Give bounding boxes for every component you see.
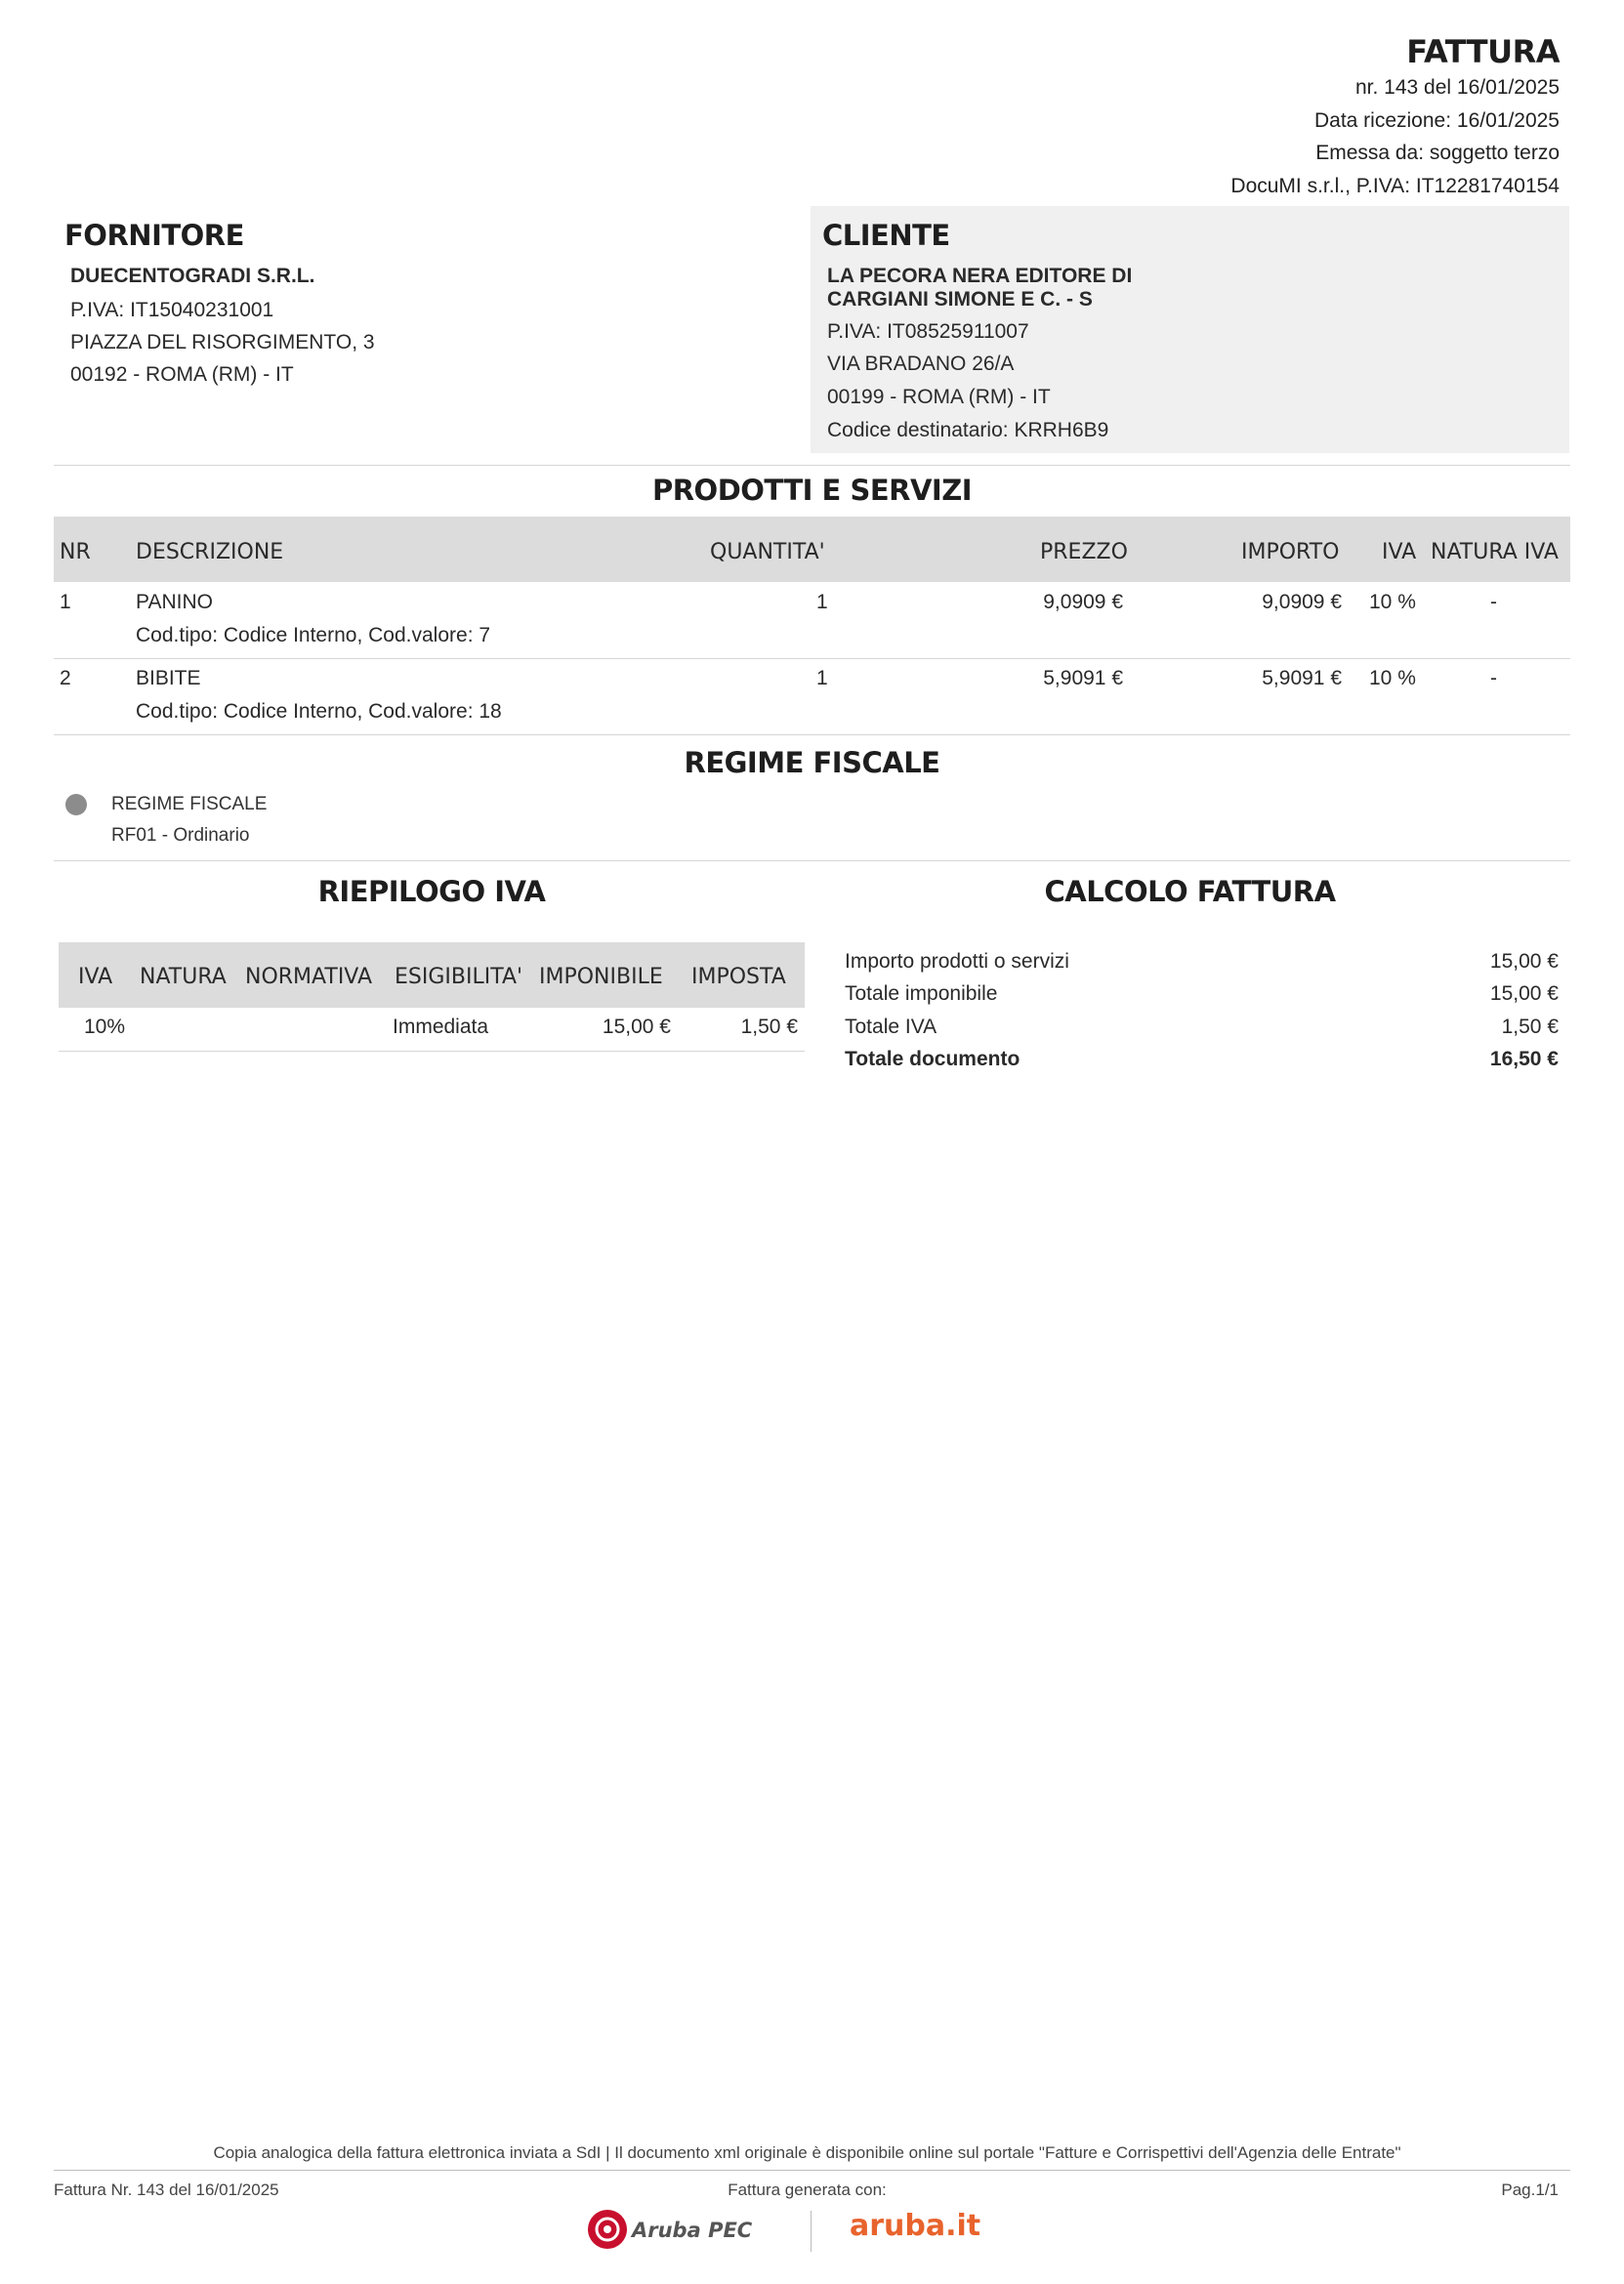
row-price: 5,9091 € <box>1043 667 1123 689</box>
row-quantity: 1 <box>816 591 828 613</box>
divider <box>54 860 1570 861</box>
col-regulation: NORMATIVA <box>245 965 373 989</box>
row-amount: 5,9091 € <box>1262 667 1342 689</box>
logo-text: aruba.it <box>850 2209 981 2243</box>
col-tax: IMPOSTA <box>691 965 786 989</box>
row-code: Cod.tipo: Codice Interno, Cod.valore: 7 <box>136 624 491 646</box>
calc-label: Importo prodotti o servizi <box>845 950 1069 973</box>
col-nr: NR <box>60 540 91 564</box>
col-price: PREZZO <box>1040 540 1128 564</box>
calc-label: Totale imponibile <box>845 982 998 1005</box>
vat-summary-title: RIEPILOGO IVA <box>317 875 546 908</box>
col-vat: IVA <box>1382 540 1417 564</box>
footer-generated-by: Fattura generata con: <box>728 2180 887 2199</box>
row-vat-nature: - <box>1490 591 1497 613</box>
client-recipient-code: Codice destinatario: KRRH6B9 <box>827 419 1109 441</box>
client-name-line2: CARGIANI SIMONE E C. - S <box>827 288 1093 311</box>
calc-value: 1,50 € <box>1501 1016 1559 1038</box>
issued-by: Emessa da: soggetto terzo <box>1315 142 1560 164</box>
supplier-heading: FORNITORE <box>64 219 244 252</box>
col-description: DESCRIZIONE <box>136 540 284 564</box>
issuer-info: DocuMI s.r.l., P.IVA: IT12281740154 <box>1230 175 1560 197</box>
footer-note: Copia analogica della fattura elettronica inviata a SdI | Il documento xml originale è disponibile online sul portale "Fatture e Corrispettivi dell'Agenzia delle Entrate" <box>213 2143 1401 2162</box>
bullet-icon <box>65 794 87 815</box>
products-title: PRODOTTI E SERVIZI <box>651 474 973 507</box>
row-nr: 2 <box>60 667 71 689</box>
regime-label: REGIME FISCALE <box>111 794 268 814</box>
client-city: 00199 - ROMA (RM) - IT <box>827 386 1051 408</box>
col-nature: NATURA <box>140 965 227 989</box>
col-amount: IMPORTO <box>1241 540 1340 564</box>
reception-date: Data ricezione: 16/01/2025 <box>1313 109 1560 132</box>
row-divider <box>54 658 1570 659</box>
row-vat-nature: - <box>1490 667 1497 689</box>
divider <box>54 465 1570 466</box>
invoice-calc-title: CALCOLO FATTURA <box>1044 875 1336 908</box>
row-description: PANINO <box>136 591 213 613</box>
total-document-label: Totale documento <box>845 1048 1020 1070</box>
col-collectability: ESIGIBILITA' <box>395 965 523 989</box>
supplier-city: 00192 - ROMA (RM) - IT <box>70 363 294 386</box>
client-vat: P.IVA: IT08525911007 <box>827 320 1029 343</box>
row-vat: 10 % <box>1369 591 1416 613</box>
calc-label: Totale IVA <box>845 1016 937 1038</box>
client-address: VIA BRADANO 26/A <box>827 353 1015 375</box>
col-vat: IVA <box>78 965 113 989</box>
document-title: FATTURA <box>1406 33 1560 70</box>
row-quantity: 1 <box>816 667 828 689</box>
row-amount: 9,0909 € <box>1262 591 1342 613</box>
regime-title: REGIME FISCALE <box>684 746 940 779</box>
vat-row-taxable: 15,00 € <box>602 1016 671 1038</box>
supplier-address: PIAZZA DEL RISORGIMENTO, 3 <box>70 331 375 353</box>
row-price: 9,0909 € <box>1043 591 1123 613</box>
total-document-value: 16,50 € <box>1489 1048 1559 1070</box>
calc-value: 15,00 € <box>1489 982 1559 1005</box>
vat-row-rate: 10% <box>84 1016 126 1038</box>
aruba-pec-logo <box>586 2207 753 2252</box>
regime-value: RF01 - Ordinario <box>111 825 250 846</box>
invoice-number: nr. 143 del 16/01/2025 <box>1354 76 1560 99</box>
client-heading: CLIENTE <box>822 219 950 252</box>
col-vat-nature: NATURA IVA <box>1431 540 1559 564</box>
row-divider <box>59 1051 805 1052</box>
col-quantity: QUANTITA' <box>710 540 825 564</box>
footer-page-number: Pag.1/1 <box>1501 2180 1559 2199</box>
vat-row-tax: 1,50 € <box>740 1016 798 1038</box>
vat-row-collectability: Immediata <box>393 1016 489 1038</box>
row-vat: 10 % <box>1369 667 1416 689</box>
aruba-it-logo <box>848 2203 984 2248</box>
col-taxable: IMPONIBILE <box>539 965 663 989</box>
logo-text: Aruba PEC <box>632 2219 753 2242</box>
supplier-vat: P.IVA: IT15040231001 <box>70 299 274 321</box>
footer-invoice-ref: Fattura Nr. 143 del 16/01/2025 <box>54 2180 279 2199</box>
row-nr: 1 <box>60 591 71 613</box>
client-name-line1: LA PECORA NERA EDITORE DI <box>827 265 1133 287</box>
row-code: Cod.tipo: Codice Interno, Cod.valore: 18 <box>136 700 502 723</box>
calc-value: 15,00 € <box>1489 950 1559 973</box>
logo-separator <box>811 2211 812 2252</box>
supplier-name: DUECENTOGRADI S.R.L. <box>70 265 315 287</box>
footer-divider <box>54 2170 1570 2171</box>
row-description: BIBITE <box>136 667 201 689</box>
row-divider <box>54 734 1570 735</box>
